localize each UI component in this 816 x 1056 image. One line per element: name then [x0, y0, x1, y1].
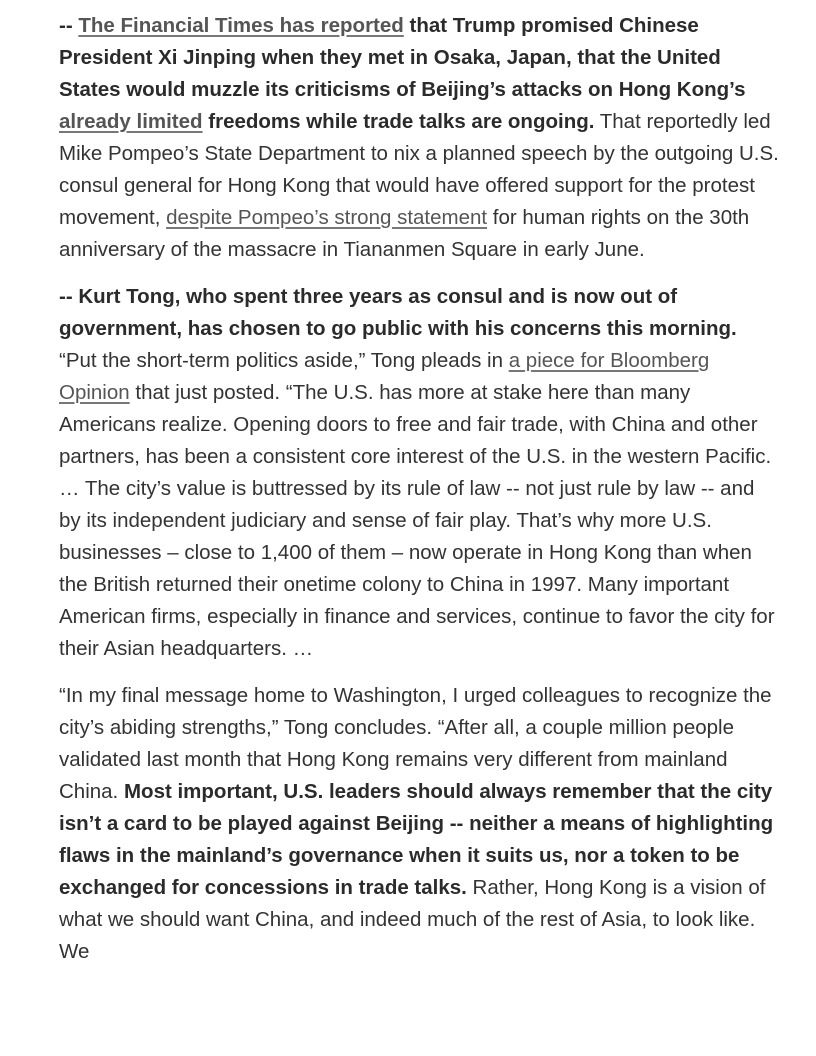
body-text: That reportedly led Mike Pompeo’s State Department to nix a planned speech by the outgoing U.S. consul general for Hong Kong that would have offered support for the protest movement, — [59, 110, 779, 229]
bold-prefix: -- — [59, 14, 79, 37]
body-text: Rather, Hong Kong is a vision of what we should want China, and indeed much of the rest of Asia, to look like. We — [59, 876, 766, 963]
body-text: for human rights on the 30th anniversary of the massacre in Tiananmen Square in early June. — [59, 206, 750, 261]
bloomberg-opinion-link[interactable]: a piece for Bloomberg Opinion — [59, 349, 710, 404]
article-body — [59, 10, 779, 983]
pompeo-statement-link[interactable]: despite Pompeo’s strong statement — [166, 206, 488, 229]
bold-text: that Trump promised Chinese President Xi Jinping when they met in Osaka, Japan, that the United States would muzzle its criticisms of Beijing’s attacks on Hong Kong’s — [59, 14, 746, 101]
bold-lead: -- Kurt Tong, who spent three years as consul and is now out of government, has chosen to go public with his concerns this morning. — [59, 285, 737, 340]
bold-quote: Most important, U.S. leaders should always remember that the city isn’t a card to be played against Beijing -- neither a means of highlighting flaws in the mainland’s governance when it suits us, nor a token to be exchanged for concessions in trade talks. — [59, 780, 774, 899]
already-limited-link[interactable]: already limited — [59, 110, 203, 133]
ft-report-link[interactable]: The Financial Times has reported — [78, 14, 404, 37]
paragraph-tong-conclusion — [59, 680, 779, 968]
bold-text: freedoms while trade talks are ongoing. — [202, 110, 595, 133]
paragraph-kurt-tong — [59, 281, 779, 665]
body-text: “In my final message home to Washington, I urged colleagues to recognize the city’s abiding strengths,” Tong concludes. “After all, a couple million people validated last month that Hong Kong remains very different from mainland China. — [59, 684, 772, 803]
paragraph-ft-report — [59, 10, 779, 266]
body-text: “Put the short-term politics aside,” Tong pleads in — [59, 349, 509, 372]
body-text: that just posted. “The U.S. has more at stake here than many Americans realize. Opening doors to free and fair trade, with China and other partners, has been a consistent core interest of the U.S. in the western Pacific. … The city’s value is buttressed by its rule of law -- not just rule by law -- and by its independent judiciary and sense of fair play. That’s why more U.S. businesses – close to 1,400 of them – now operate in Hong Kong than when the British returned their onetime colony to China in 1997. Many important American firms, especially in finance and services, continue to favor the city for their Asian headquarters. … — [59, 381, 775, 660]
